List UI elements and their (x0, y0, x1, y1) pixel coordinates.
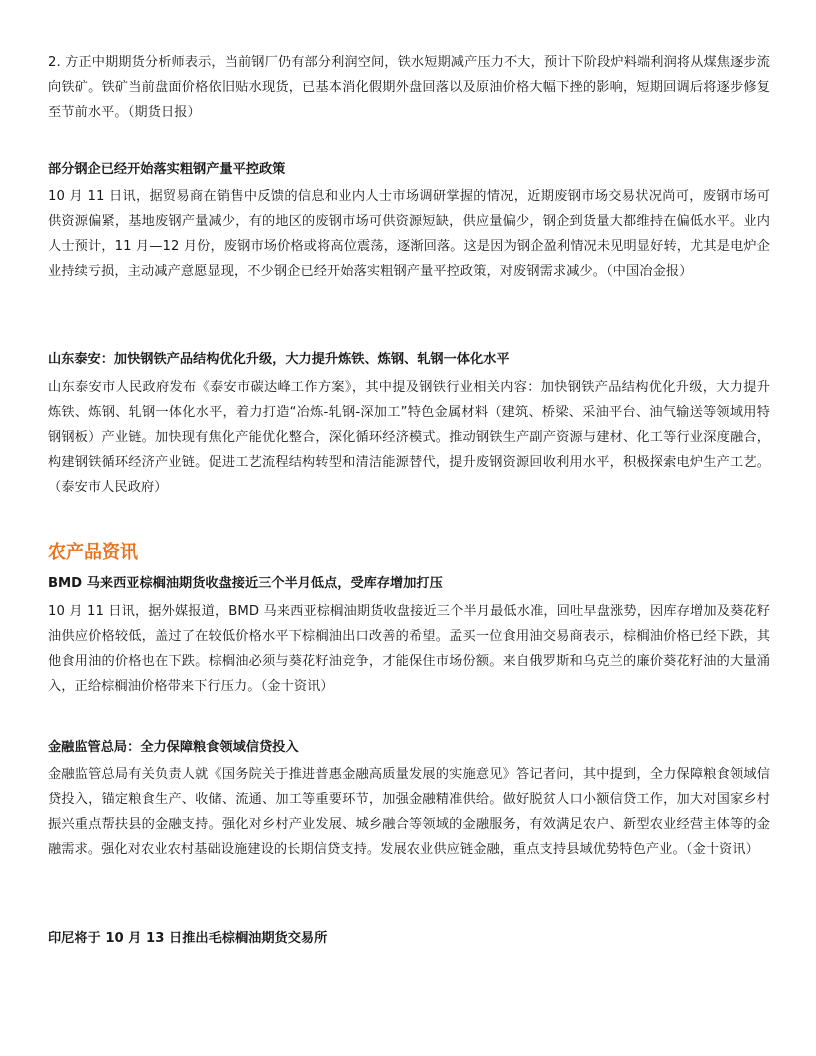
paragraph-iron-ore-outlook: 2. 方正中期期货分析师表示，当前钢厂仍有部分利润空间，铁水短期减产压力不大，预计下阶段炉料端利润将从煤焦逐步流向铁矿。铁矿当前盘面价格依旧贴水现货，已基本消化假期外盘回落以及原油价格大幅下挫的影响，短期回调后将逐步修复至节前水平。（期货日报） (48, 55, 770, 120)
paragraph-scrap-steel-market: 10 月 11 日讯，据贸易商在销售中反馈的信息和业内人士市场调研掌握的情况，近期废钢市场交易状况尚可，废钢市场可供资源偏紧，基地废钢产量减少，有的地区的废钢市场可供资源短缺，供应量偏少，钢企到货量大都维持在偏低水平。业内人士预计，11 月—12 月份，废钢市场价格或将高位震荡，逐渐回落。这是因为钢企盈利情况未见明显好转，尤其是电炉企业持续亏损，主动减产意愿显现，不少钢企已经开始落实粗钢产量平控政策，对废钢需求减少。（中国冶金报） (48, 189, 770, 279)
heading-financial-regulator: 金融监管总局：全力保障粮食领域信贷投入 (48, 740, 299, 755)
heading-bmd-palm-oil: BMD 马来西亚棕榈油期货收盘接近三个半月低点，受库存增加打压 (48, 576, 443, 591)
paragraph-bmd-palm-oil: 10 月 11 日讯，据外媒报道，BMD 马来西亚棕榈油期货收盘接近三个半月最低水准，回吐早盘涨势，因库存增加及葵花籽油供应价格较低，盖过了在较低价格水平下棕榈油出口改善的希望。孟买一位食用油交易商表示，棕榈油价格已经下跌，其他食用油的价格也在下跌。棕榈油必须与葵花籽油竞争，才能保住市场份额。来自俄罗斯和乌克兰的廉价葵花籽油的大量涌入，正给棕榈油价格带来下行压力。（金十资讯） (48, 604, 770, 694)
section-title-agriculture: 农产品资讯 (48, 542, 138, 563)
paragraph-taian-carbon-plan: 山东泰安市人民政府发布《泰安市碳达峰工作方案》，其中提及钢铁行业相关内容：加快钢铁产品结构优化升级，大力提升炼铁、炼钢、轧钢一体化水平，着力打造“冶炼-轧钢-深加工”特色金属材料（建筑、桥梁、采油平台、油气输送等领域用特钢钢板）产业链。加快现有焦化产能优化整合，深化循环经济模式。推动钢铁生产副产资源与建材、化工等行业深度融合，构建钢铁循环经济产业链。促进工艺流程结构转型和清洁能源替代，提升废钢资源回收利用水平，积极探索电炉生产工艺。（泰安市人民政府） (48, 380, 770, 495)
heading-steel-output-control: 部分钢企已经开始落实粗钢产量平控政策 (48, 162, 286, 177)
paragraph-grain-credit: 金融监管总局有关负责人就《国务院关于推进普惠金融高质量发展的实施意见》答记者问，其中提到，全力保障粮食领域信贷投入，锚定粮食生产、收储、流通、加工等重要环节，加强金融精准供给。做好脱贫人口小额信贷工作，加大对国家乡村振兴重点帮扶县的金融支持。强化对乡村产业发展、城乡融合等领域的金融服务，有效满足农户、新型农业经营主体等的金融需求。强化对农业农村基础设施建设的长期信贷支持。发展农业供应链金融，重点支持县域优势特色产业。（金十资讯） (48, 767, 770, 857)
heading-shandong-taian: 山东泰安：加快钢铁产品结构优化升级，大力提升炼铁、炼钢、轧钢一体化水平 (48, 352, 510, 367)
heading-indonesia-exchange: 印尼将于 10 月 13 日推出毛棕榈油期货交易所 (48, 931, 328, 946)
